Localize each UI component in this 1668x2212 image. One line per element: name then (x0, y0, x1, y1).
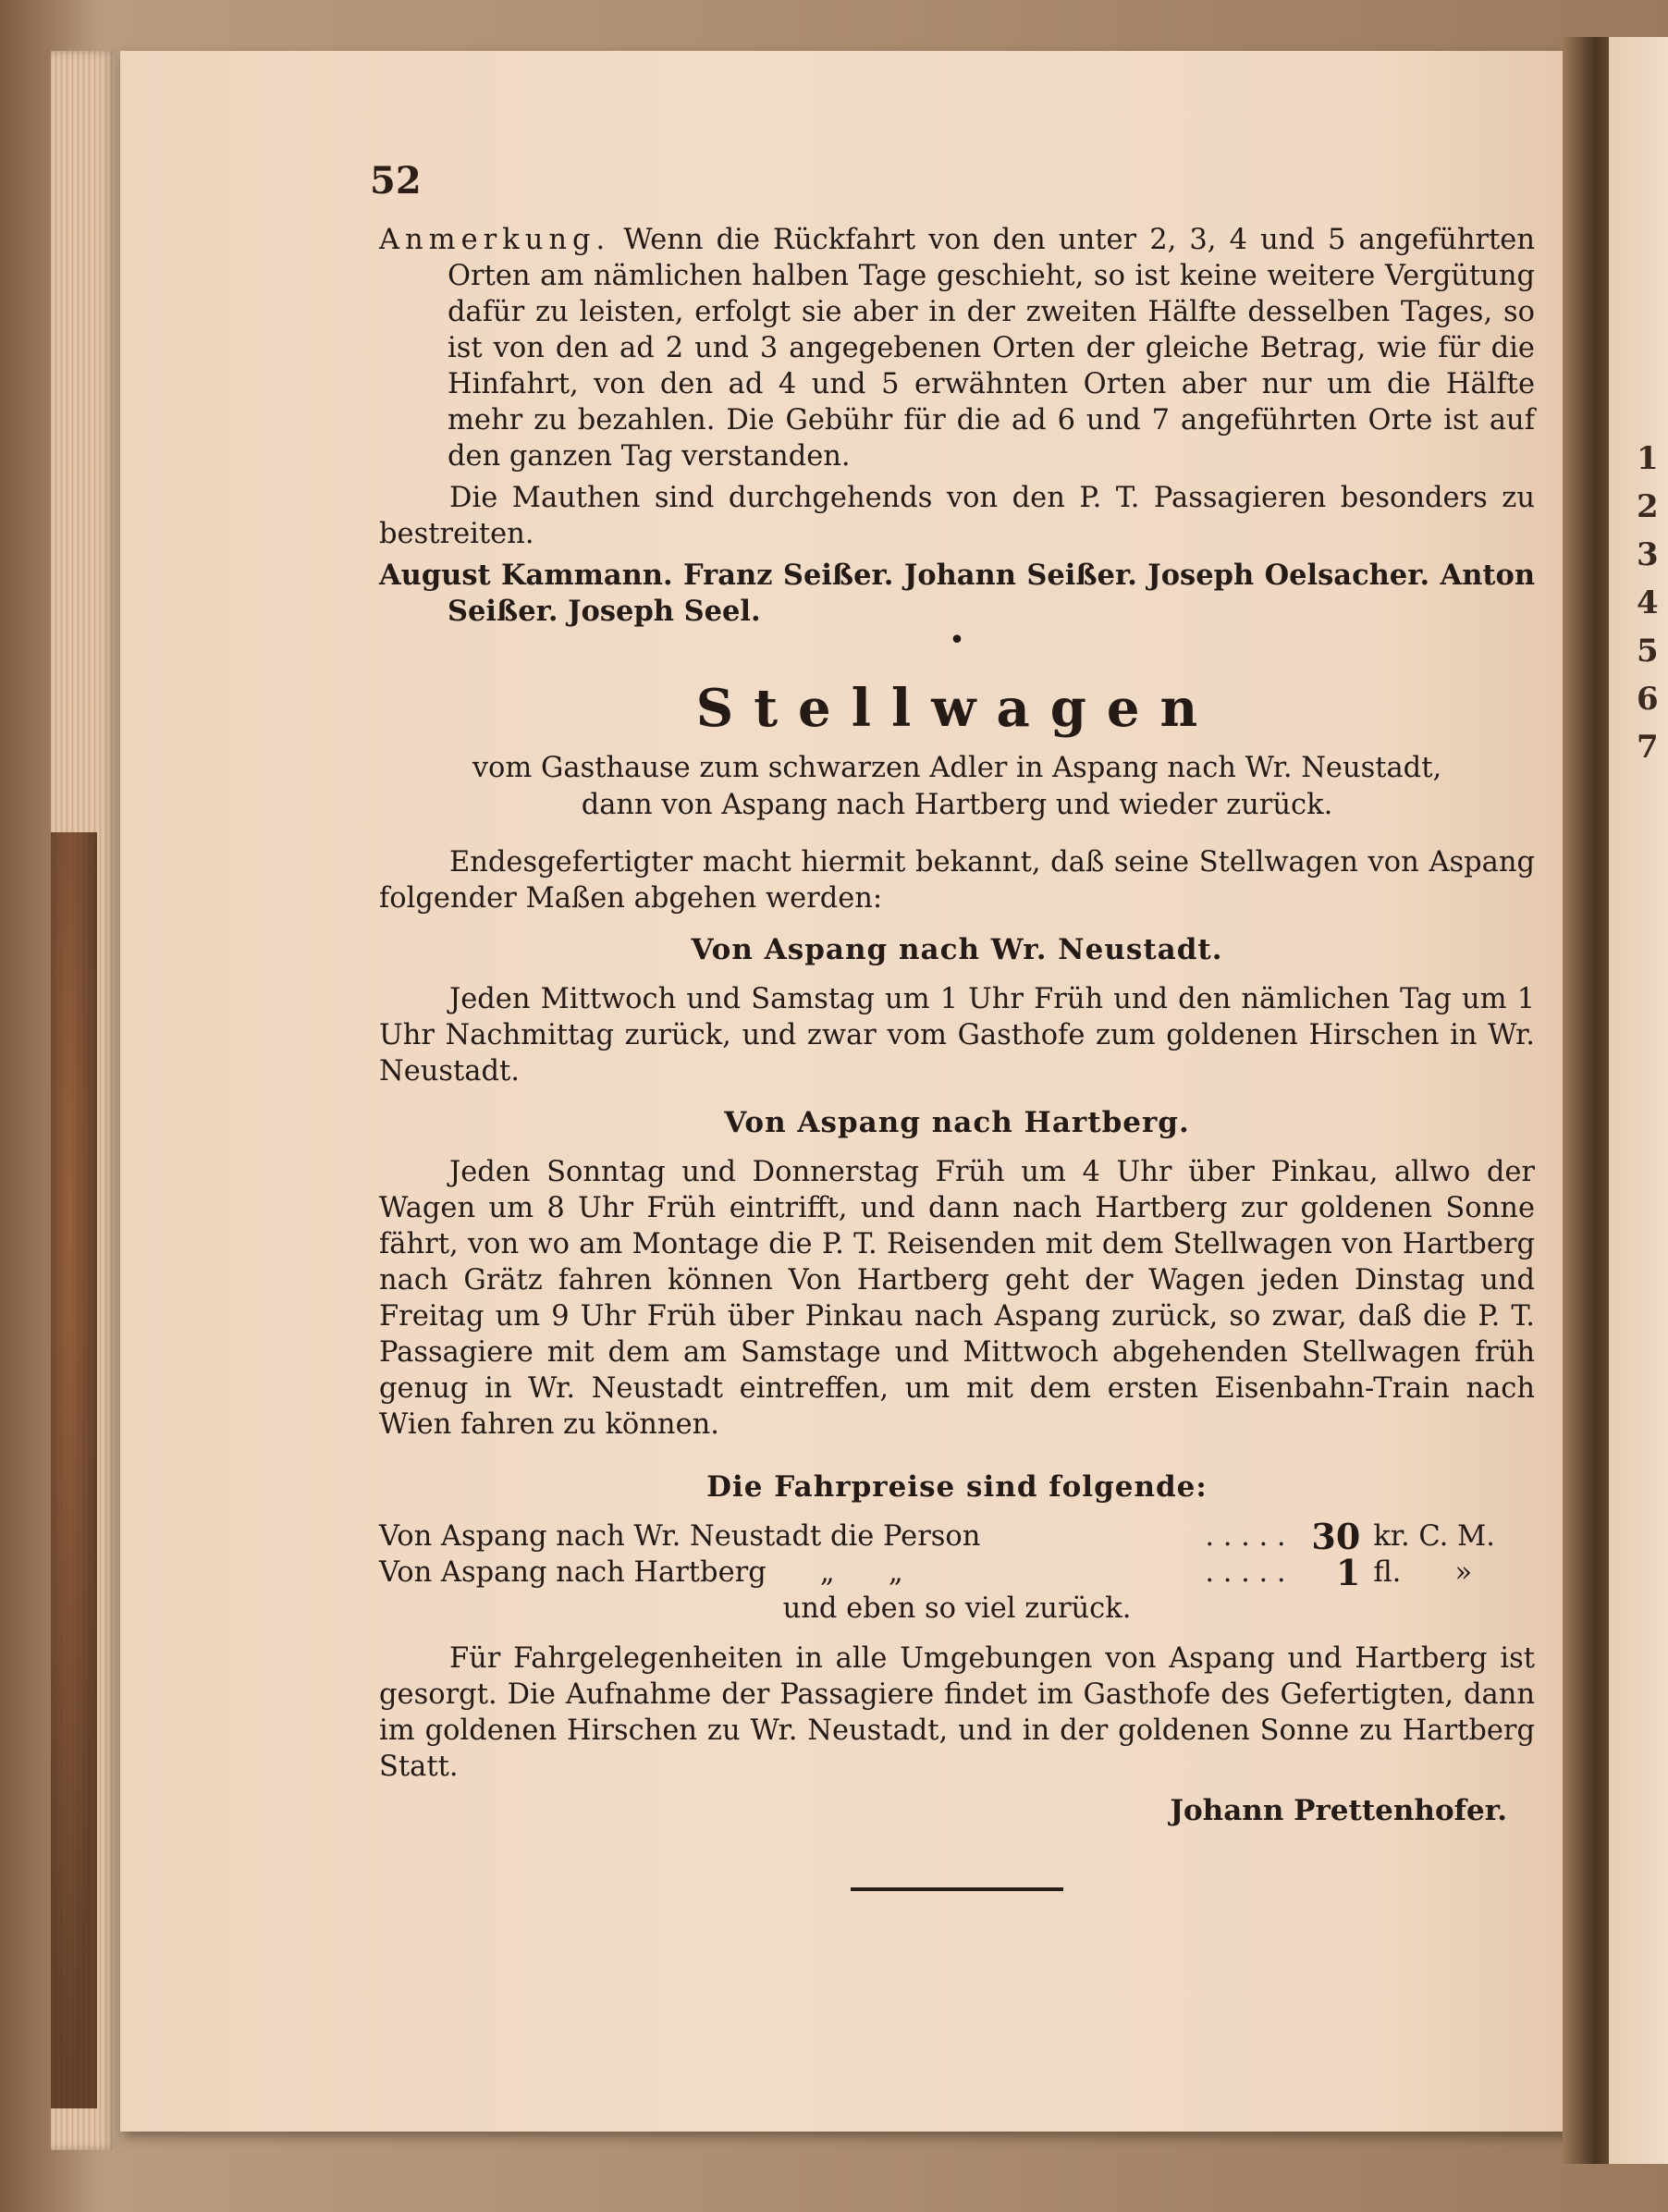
fare-route: Von Aspang nach Wr. Neustadt die Person (379, 1520, 981, 1553)
fare-row (379, 1555, 1535, 1591)
fare-dots: . . . . . (1205, 1556, 1286, 1589)
route1-heading: Von Aspang nach Wr. Neustadt. (691, 933, 1223, 966)
fare-amount: 30 (1311, 1516, 1361, 1557)
fare-row (379, 1518, 1535, 1555)
fares-table (379, 1518, 1535, 1591)
tolls-paragraph: Die Mauthen sind durchgehends von den P. T. Passagieren besonders zu bestreiten. (379, 482, 1535, 550)
intro-paragraph: Endesgefertigter macht hiermit bekannt, daß seine Stellwagen von Aspang folgender Maßen abgehen werden: (379, 846, 1535, 915)
fare-dots: . . . . . (1205, 1520, 1286, 1553)
fare-unit: kr. C. M. (1373, 1520, 1495, 1553)
route2-paragraph: Jeden Sonntag und Donnerstag Früh um 4 Uhr über Pinkau, allwo der Wagen um 8 Uhr Früh eintrifft, und dann nach Hartberg zur goldenen Sonne fährt, von wo am Montage die P. T. Reisenden mit dem Stellwagen von Hartberg nach Grätz fahren können Von Hartberg geht der Wagen jeden Dinstag und Freitag um 9 Uhr Früh über Pinkau nach Aspang zurück, so zwar, daß die P. T. Passagiere mit dem am Samstage und Mittwoch abgehenden Stellwagen früh genug in Wr. Neustadt eintreffen, um mit dem ersten Eisenbahn-Train nach Wien fahren zu können. (379, 1156, 1535, 1441)
page-text (379, 222, 1535, 1891)
page-number: 52 (370, 159, 422, 203)
subtitle-line-1: vom Gasthause zum schwarzen Adler in Aspang nach Wr. Neustadt, (472, 752, 1442, 784)
fare-route: Von Aspang nach Hartberg „ „ (379, 1556, 903, 1589)
closing-paragraph: Für Fahrgelegenheiten in alle Umgebungen von Aspang und Hartberg ist gesorgt. Die Aufnahme der Passagiere findet im Gasthofe des Gefertigten, dann im goldenen Hirschen zu Wr. Neustadt, und in der goldenen Sonne zu Hartberg Statt. (379, 1642, 1535, 1783)
closing-rule (851, 1887, 1063, 1891)
facing-page-numbers: 1 2 3 4 5 6 7 (1637, 440, 1659, 766)
fare-amount: 1 (1335, 1552, 1361, 1593)
leather-cover (51, 832, 97, 2108)
subtitle-line-2: dann von Aspang nach Hartberg und wieder zurück. (581, 789, 1333, 821)
fares-return-note: und eben so viel zurück. (782, 1592, 1132, 1625)
signatories: August Kammann. Franz Seißer. Johann Seißer. Joseph Oelsacher. Anton Seißer. Joseph Seel. (379, 559, 1535, 628)
route2-heading: Von Aspang nach Hartberg. (724, 1106, 1190, 1139)
fares-heading: Die Fahrpreise sind folgende: (706, 1470, 1208, 1504)
facing-page (1609, 37, 1668, 2164)
signature: Johann Prettenhofer. (1170, 1794, 1507, 1827)
fare-unit: fl. » (1373, 1556, 1473, 1589)
note-paragraph (379, 222, 1535, 474)
note-label: Anmerkung. (379, 224, 611, 256)
route1-paragraph: Jeden Mittwoch und Samstag um 1 Uhr Früh und den nämlichen Tag um 1 Uhr Nachmittag zurück, und zwar vom Gasthofe zum goldenen Hirschen in Wr. Neustadt. (379, 983, 1535, 1088)
separator-dot: • (949, 624, 965, 657)
note-body: Wenn die Rückfahrt von den unter 2, 3, 4 und 5 angeführten Orten am nämlichen halben Tage geschieht, so ist keine weitere Vergütung dafür zu leisten, erfolgt sie aber in der zweiten Hälfte desselben Tages, so ist von den ad 2 und 3 angegebenen Orten der gleiche Betrag, wie für die Hinfahrt, von den ad 4 und 5 erwähnten Orten aber nur um die Hälfte mehr zu bezahlen. Die Gebühr für die ad 6 und 7 angeführten Orte ist auf den ganzen Tag verstanden. (448, 224, 1536, 473)
section-title: Stellwagen (695, 678, 1219, 739)
